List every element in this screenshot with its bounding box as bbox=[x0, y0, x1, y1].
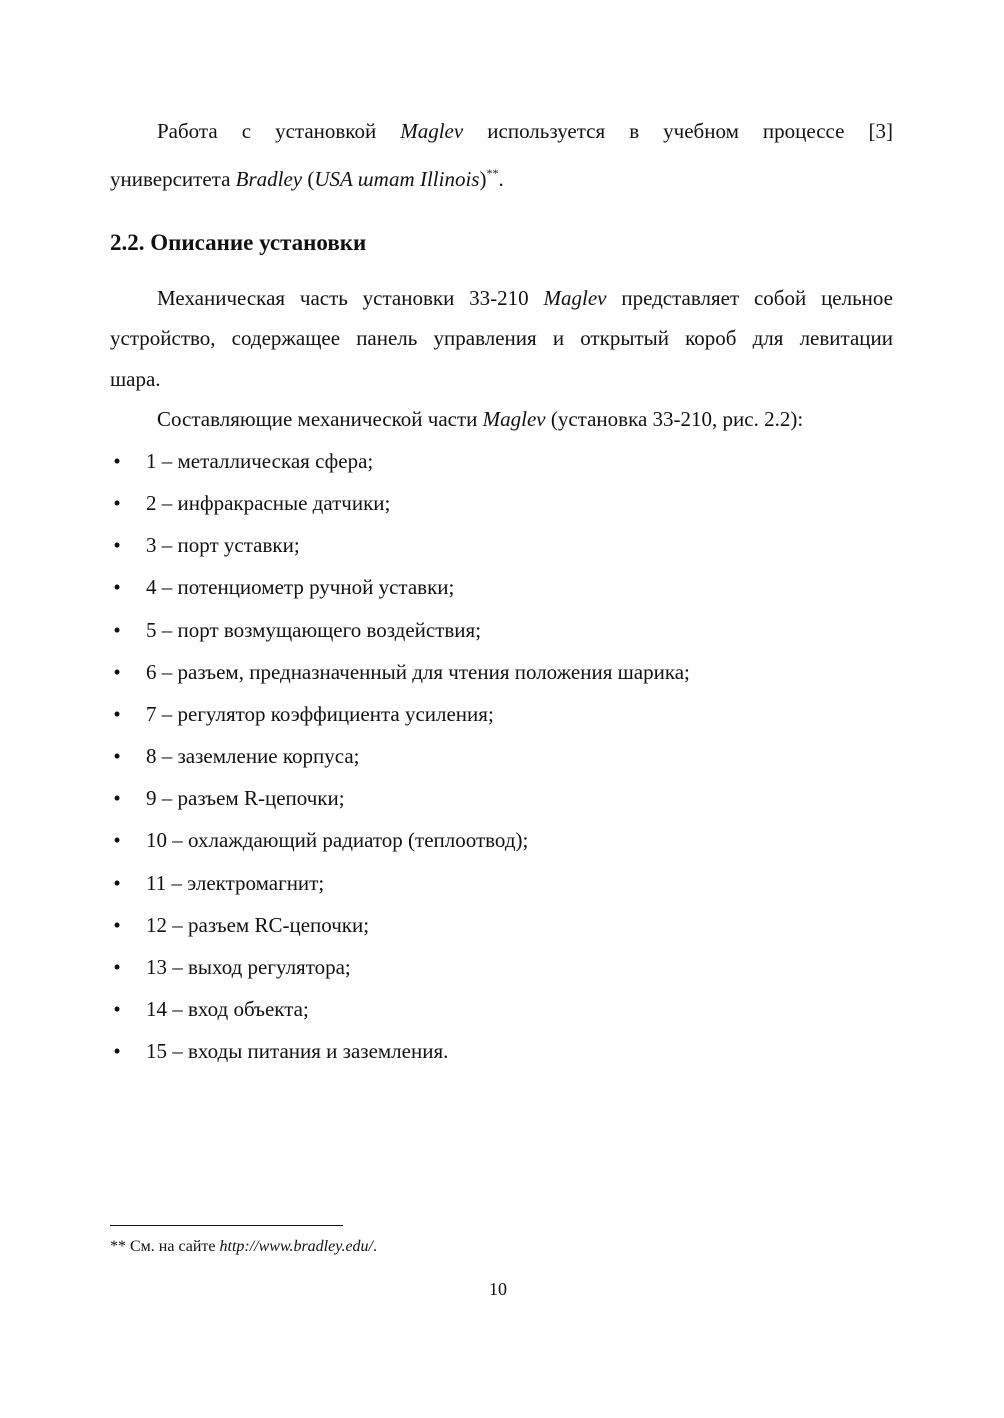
bullet-icon: • bbox=[113, 659, 121, 684]
paragraph-2-line-2: устройство, содержащее панель управления и открытый короб для левитации bbox=[110, 326, 893, 350]
bullet-icon: • bbox=[113, 701, 121, 726]
list-item-text: 9 – разъем R-цепочки; bbox=[146, 786, 345, 811]
bullet-icon: • bbox=[113, 575, 121, 600]
paragraph-2-line-3: шара. bbox=[110, 367, 161, 391]
paragraph-1-line-2: университета Bradley (USA штат Illinois)**. bbox=[110, 166, 504, 191]
bullet-icon: • bbox=[113, 1039, 121, 1064]
footnote: ** См. на сайте http://www.bradley.edu/. bbox=[110, 1238, 377, 1255]
paragraph-1-line-1: Работа с установкой Maglev используется в учебном процессе [3] bbox=[157, 119, 893, 143]
bullet-icon: • bbox=[113, 870, 121, 895]
list-item-text: 15 – входы питания и заземления. bbox=[146, 1039, 449, 1064]
list-item-text: 7 – регулятор коэффициента усиления; bbox=[146, 701, 494, 726]
bullet-icon: • bbox=[113, 744, 121, 769]
bullet-icon: • bbox=[113, 786, 121, 811]
bullet-icon: • bbox=[113, 996, 121, 1021]
footnote-marker: ** bbox=[486, 166, 499, 180]
list-item-text: 11 – электромагнит; bbox=[146, 870, 325, 895]
list-item-text: 8 – заземление корпуса; bbox=[146, 744, 360, 769]
bullet-icon: • bbox=[113, 912, 121, 937]
section-heading: 2.2. Описание установки bbox=[110, 230, 367, 255]
bullet-icon: • bbox=[113, 491, 121, 516]
list-item-text: 10 – охлаждающий радиатор (теплоотвод); bbox=[146, 828, 529, 853]
list-item-text: 1 – металлическая сфера; bbox=[146, 449, 374, 473]
bullet-icon: • bbox=[113, 954, 121, 979]
list-item-text: 14 – вход объекта; bbox=[146, 996, 309, 1021]
paragraph-3: Составляющие механической части Maglev (установка 33-210, рис. 2.2): bbox=[157, 407, 804, 431]
footnote-link[interactable]: http://www.bradley.edu/ bbox=[219, 1238, 373, 1255]
bullet-icon: • bbox=[113, 828, 121, 853]
list-item-text: 13 – выход регулятора; bbox=[146, 954, 351, 979]
page-number: 10 bbox=[489, 1279, 507, 1299]
footnote-divider bbox=[110, 1225, 343, 1226]
list-item-text: 5 – порт возмущающего воздействия; bbox=[146, 617, 482, 642]
list-item-text: 2 – инфракрасные датчики; bbox=[146, 491, 391, 516]
list-item-text: 4 – потенциометр ручной уставки; bbox=[146, 575, 455, 600]
list-item-text: 3 – порт уставки; bbox=[146, 533, 300, 558]
list-item-text: 12 – разъем RC-цепочки; bbox=[146, 912, 370, 937]
list-item-text: 6 – разъем, предназначенный для чтения положения шарика; bbox=[146, 659, 690, 684]
bullet-icon: • bbox=[113, 617, 121, 642]
paragraph-2-line-1: Механическая часть установки 33-210 Maglev представляет собой цельное bbox=[157, 286, 893, 310]
bullet-icon: • bbox=[113, 449, 121, 473]
bullet-icon: • bbox=[113, 533, 121, 558]
